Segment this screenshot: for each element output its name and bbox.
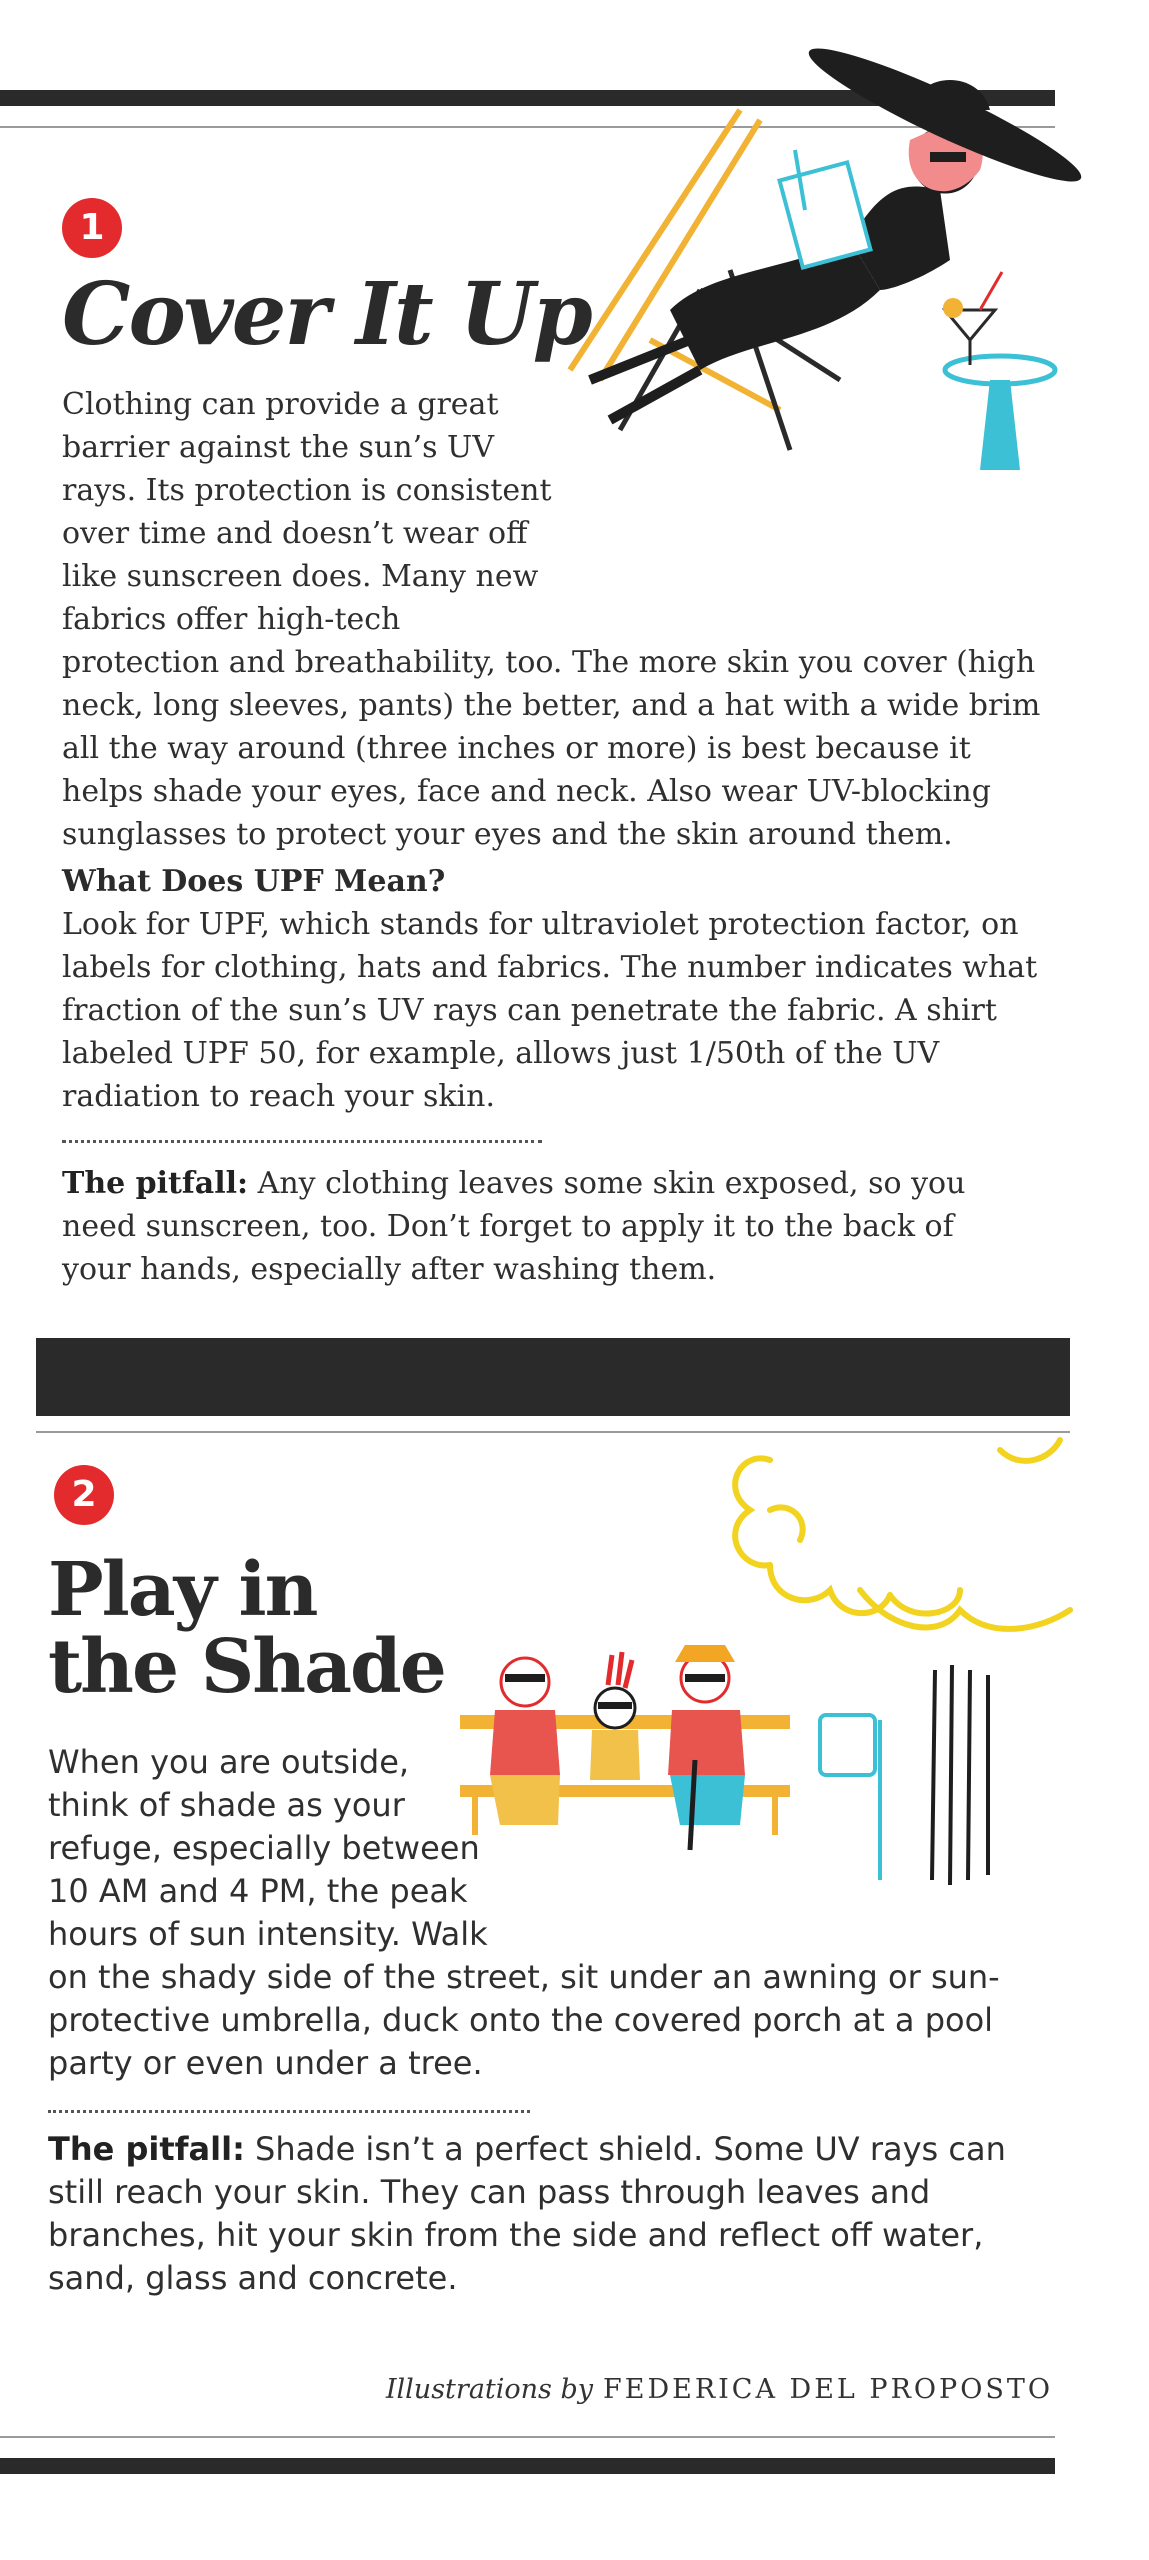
section-2-intro: When you are outside, think of shade as your refuge, especially between 10 AM and 4 PM, the peak hours of sun intensity. Walk on the shady side of the street, sit under an awning or sun-protective umbrella, duck onto the covered porch at a pool party or even under a tree. bbox=[48, 1743, 1000, 2082]
section-2-body bbox=[48, 1741, 1058, 2085]
section-2-pitfall-label: The pitfall: bbox=[48, 2130, 245, 2168]
section-1-pitfall bbox=[62, 1162, 1022, 1291]
section-2-pitfall-text: Shade isn’t a perfect shield. Some UV rays can still reach your skin. They can pass through leaves and branches, hit your skin from the side and reflect off water, sand, glass and concrete. bbox=[48, 2130, 1006, 2297]
section-1-title: Cover It Up bbox=[62, 264, 591, 365]
credit-name: FEDERICA DEL PROPOSTO bbox=[603, 2374, 1053, 2405]
bottom-thick-bar bbox=[0, 2458, 1055, 2474]
illustration-wrap-spacer bbox=[488, 1741, 1058, 1941]
illustration-wrap-spacer bbox=[552, 383, 1052, 613]
section-1-pitfall-text: Any clothing leaves some skin exposed, so you need sunscreen, too. Don’t forget to apply it to the back of your hands, especially after washing them. bbox=[62, 1166, 966, 1287]
section-2-number-badge: 2 bbox=[54, 1465, 114, 1525]
section-2-title: Play in the Shade bbox=[48, 1547, 445, 1710]
bottom-thin-rule bbox=[0, 2436, 1055, 2438]
section-1-pitfall-label: The pitfall: bbox=[62, 1166, 249, 1201]
upf-sidebar bbox=[62, 860, 1052, 1118]
section-1-number-badge: 1 bbox=[62, 198, 122, 258]
upf-subhead: What Does UPF Mean? bbox=[62, 864, 446, 899]
section-2-dotted-divider bbox=[48, 2110, 530, 2113]
section-2-pitfall bbox=[48, 2128, 1048, 2300]
middle-thick-bar bbox=[36, 1338, 1070, 1416]
section-1-body bbox=[62, 383, 1052, 856]
section-1-dotted-divider bbox=[62, 1140, 542, 1143]
illustration-credit bbox=[386, 2374, 1053, 2405]
upf-text: Look for UPF, which stands for ultraviolet protection factor, on labels for clothing, hats and fabrics. The number indicates what fraction of the sun’s UV rays can penetrate the fabric. A shirt labeled UPF 50, for example, allows just 1/50th of the UV radiation to reach your skin. bbox=[62, 907, 1038, 1114]
credit-prefix: Illustrations by bbox=[385, 2374, 594, 2405]
section-1-intro: Clothing can provide a great barrier against the sun’s UV rays. Its protection is consistent over time and doesn’t wear off like sunscreen does. Many new fabrics offer high-tech protection and breathability, too. The more skin you cover (high neck, long sleeves, pants) the better, and a hat with a wide brim all the way around (three inches or more) is best because it helps shade your eyes, face and neck. Also wear UV-blocking sunglasses to protect your eyes and the skin around them. bbox=[62, 387, 1041, 852]
